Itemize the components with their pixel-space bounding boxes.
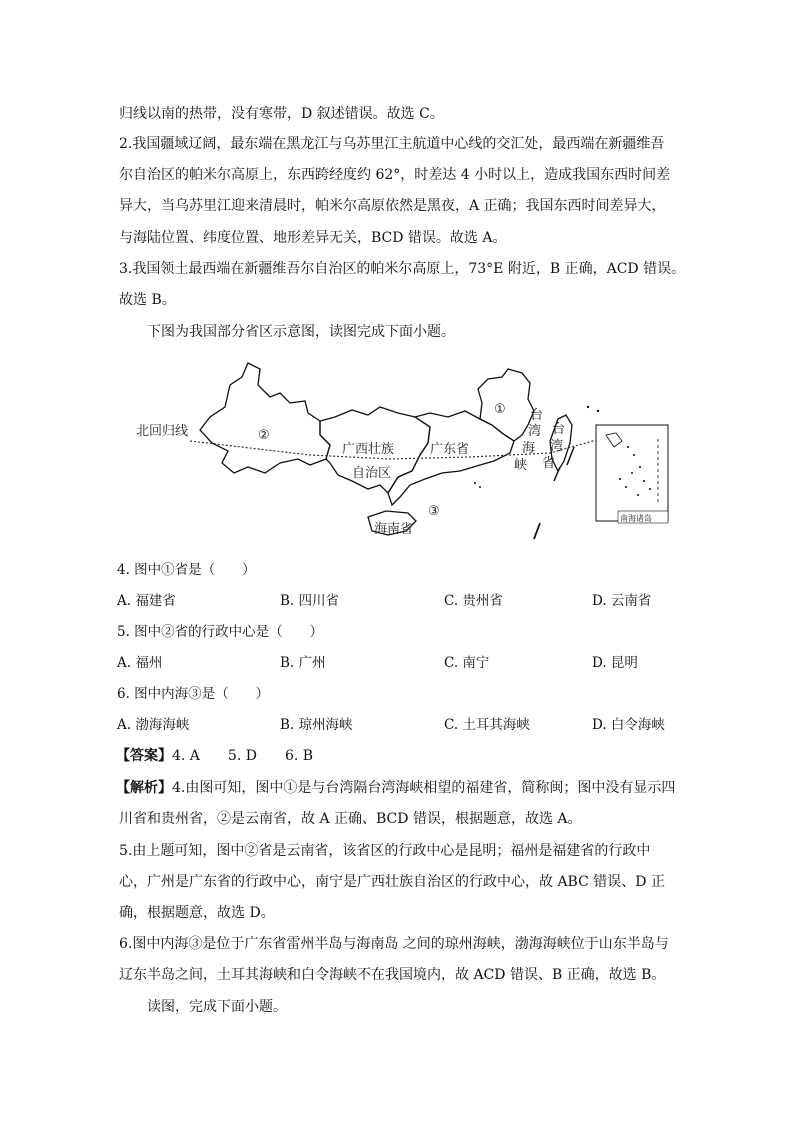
taiwan-char-2: 湾 [550,439,564,454]
taiwan-char-1: 台 [552,422,566,437]
q6-option-c[interactable]: C. 土耳其海峡 [444,717,530,733]
analysis-line-2: 川省和贵州省，②是云南省，故 A 正确、BCD 错误，根据题意，故选 A。 [119,811,582,827]
analysis-line-8: 读图，完成下面小题。 [147,999,287,1015]
text-line-8: 下图为我国部分省区示意图，读图完成下面小题。 [147,324,455,340]
question-6-stem: 6. 图中内海③是（ ） [117,686,270,702]
q4-option-b[interactable]: B. 四川省 [280,593,340,609]
question-4-stem: 4. 图中①省是（ ） [117,562,256,578]
south-sea-islands-label: 南海诸岛 [620,514,652,523]
taiwan-char-3: 省 [542,456,556,471]
analysis-line-7: 辽东半岛之间，土耳其海峡和白令海峡不在我国境内，故 ACD 错误、B 正确，故选 B。 [119,967,666,983]
province-map [130,355,670,545]
answer-line [116,746,313,766]
text-line-6: 3.我国领土最西端在新疆维吾尔自治区的帕米尔高原上，73°E 附近，B 正确，ACD 错误。 [119,261,686,277]
text-line-3: 尔自治区的帕米尔高原上，东西跨经度约 62°，时差达 4 小时以上，造成我国东西时间差 [119,167,671,183]
q5-option-d[interactable]: D. 昆明 [592,655,638,671]
analysis-label: 【解析】 [116,780,172,796]
q6-option-d[interactable]: D. 白令海峡 [592,717,665,733]
text-line-5: 与海陆位置、纬度位置、地形差异无关，BCD 错误。故选 A。 [119,230,507,246]
guangxi-label-1: 广西壮族 [342,442,395,457]
guangdong-label: 广东省 [430,442,470,457]
q5-option-a[interactable]: A. 福州 [117,655,163,671]
region-2-outline [200,363,330,473]
answer-text: 4. A 5. D 6. B [172,748,314,764]
strait-char-1: 台 [530,408,544,423]
question-5-stem: 5. 图中②省的行政中心是（ ） [117,624,324,640]
analysis-line-3: 5.由上题可知，图中②省是云南省，该省区的行政中心是昆明；福州是福建省的行政中 [119,843,651,859]
region-1-outline [478,369,534,441]
answer-label: 【答案】 [116,748,172,764]
text-line-2: 2.我国疆域辽阔，最东端在黑龙江与乌苏里江主航道中心线的交汇处，最西端在新疆维吾 [119,136,665,152]
strait-char-3: 海 [522,441,536,456]
hainan-label: 海南省 [374,522,414,537]
text-line-1: 归线以南的热带，没有寒带，D 叙述错误。故选 C。 [119,106,444,122]
text-line-7: 故选 B。 [119,292,176,308]
analysis-line-4: 心，广州是广东省的行政中心，南宁是广西壮族自治区的行政中心，故 ABC 错误、D 正 [119,874,665,890]
analysis-line-5: 确，根据题意，故选 D。 [119,905,275,921]
strait-char-4: 峡 [514,458,528,473]
q4-option-d[interactable]: D. 云南省 [592,593,652,609]
tropic-of-cancer-line [190,439,600,459]
tropic-label: 北回归线 [136,424,189,439]
region-2-label: ② [258,428,270,443]
text-line-4: 异大，当乌苏里江迎来清晨时，帕米尔高原依然是黑夜，A 正确；我国东西时间差异大， [119,198,666,214]
analysis-line-6: 6.图中内海③是位于广东省雷州半岛与海南岛 之间的琼州海峡，渤海海峡位于山东半岛与 [119,936,669,952]
q4-option-c[interactable]: C. 贵州省 [444,593,503,609]
region-3-label: ③ [428,504,440,519]
q6-option-a[interactable]: A. 渤海海峡 [117,717,190,733]
guangxi-label-2: 自治区 [352,466,392,481]
q5-option-b[interactable]: B. 广州 [280,655,326,671]
region-1-label: ① [494,402,506,417]
q6-option-b[interactable]: B. 琼州海峡 [280,717,353,733]
analysis-line-1 [116,778,675,798]
q5-option-c[interactable]: C. 南宁 [444,655,490,671]
q4-option-a[interactable]: A. 福建省 [117,593,176,609]
analysis-text-1: 4.由图可知，图中①是与台湾隔台湾海峡相望的福建省，简称闽；图中没有显示四 [172,780,676,796]
strait-char-2: 湾 [528,424,542,439]
